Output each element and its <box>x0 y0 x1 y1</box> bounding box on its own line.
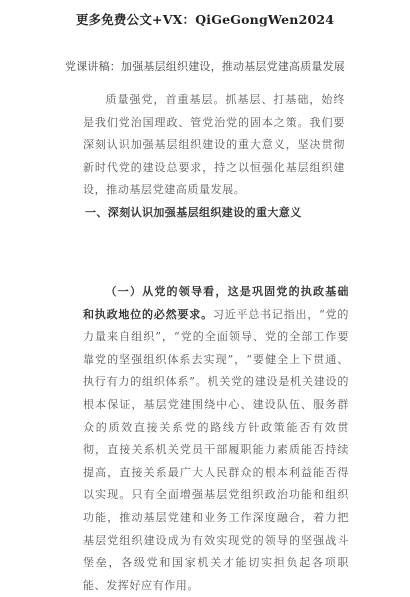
intro-paragraph: 质量强党，首重基层。抓基层、打基础，始终是我们党治国理政、管党治党的固本之策。我们要深刻认识加强基层组织建设的重大意义，坚决贯彻新时代党的建设总要求，持之以恒强化基层组织建设，推动基层党建高质量发展。 <box>83 93 345 197</box>
promo-header: 更多免费公文+VX：QiGeGongWen2024 <box>75 12 335 27</box>
section-heading: 一、深刻认识加强基层组织建设的重大意义 <box>85 206 302 219</box>
body-paragraph <box>83 281 349 597</box>
paragraph-lead: （一）从党的领导看，这是巩固党的执政基础和执政地位的必然要求。 <box>83 285 349 321</box>
document-subtitle: 党课讲稿：加强基层组织建设，推动基层党建高质量发展 <box>65 60 345 73</box>
paragraph-body: 习近平总书记指出，“党的力量来自组织”，“党的全面领导、党的全部工作要靠党的坚强组织体系去实现”，“要健全上下贯通、执行有力的组织体系”。机关党的建设是机关建设的根本保证，基层党建围绕中心、建设队伍、服务群众的质效直接关系党的路线方针政策能否有效贯彻，直接关系机关党员干部履职能力素质能否持续提高，直接关系最广大人民群众的根本利益能否得以实现。只有全面增强基层党组织政治功能和组织功能，推动基层党建和业务工作深度融合，着力把基层党组织建设成为有效实现党的领导的坚强战斗堡垒，各级党和国家机关才能切实担负起各项职能、发挥好应有作用。 <box>83 307 349 592</box>
